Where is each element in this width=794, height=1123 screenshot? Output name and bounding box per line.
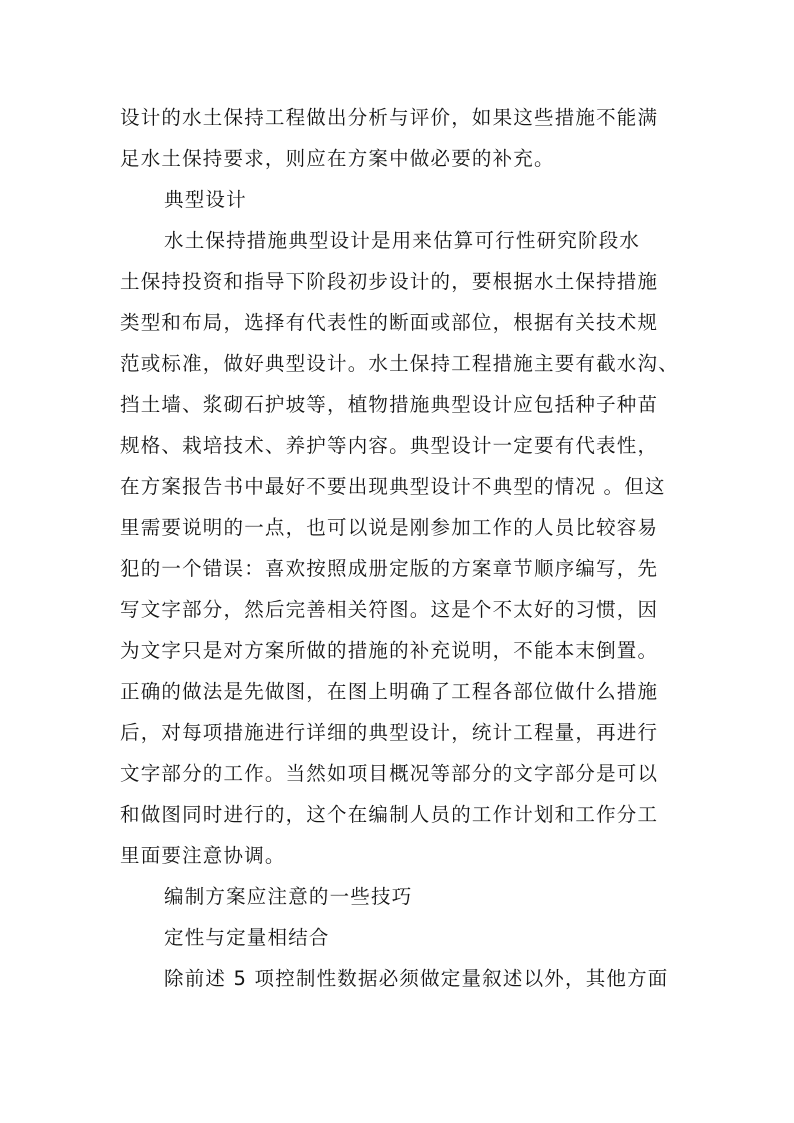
text-line: 正确的做法是先做图，在图上明确了工程各部位做什么措施 [120, 680, 659, 703]
text-line: 范或标准，做好典型设计。水土保持工程措施主要有截水沟、 [120, 352, 679, 375]
section-heading: 编制方案应注意的一些技巧 [164, 885, 413, 908]
text-line: 和做图同时进行的，这个在编制人员的工作计划和工作分工 [120, 803, 659, 826]
section-heading: 定性与定量相结合 [164, 926, 330, 949]
text-line: 土保持投资和指导下阶段初步设计的，要根据水土保持措施 [120, 270, 659, 293]
text-line: 后，对每项措施进行详细的典型设计，统计工程量，再进行 [120, 721, 659, 744]
text-line: 文字部分的工作。当然如项目概况等部分的文字部分是可以 [120, 762, 659, 785]
paragraph-first-line: 水土保持措施典型设计是用来估算可行性研究阶段水 [164, 229, 641, 252]
text-line: 足水土保持要求，则应在方案中做必要的补充。 [120, 147, 555, 170]
text-line: 在方案报告书中最好不要出现典型设计不典型的情况 。但这 [120, 475, 666, 498]
text-line: 挡土墙、浆砌石护坡等，植物措施典型设计应包括种子种苗 [120, 393, 659, 416]
text-line: 写文字部分，然后完善相关符图。这是个不太好的习惯，因 [120, 598, 659, 621]
text-line: 规格、栽培技术、养护等内容。典型设计一定要有代表性， [120, 434, 659, 457]
section-heading: 典型设计 [164, 188, 247, 211]
paragraph-first-line: 除前述 5 项控制性数据必须做定量叙述以外，其他方面 [164, 967, 669, 990]
text-line: 为文字只是对方案所做的措施的补充说明，不能本末倒置。 [120, 639, 659, 662]
text-line: 设计的水土保持工程做出分析与评价，如果这些措施不能满 [120, 106, 659, 129]
text-line: 里面要注意协调。 [120, 844, 286, 867]
text-line: 里需要说明的一点，也可以说是刚参加工作的人员比较容易 [120, 516, 659, 539]
text-line: 类型和布局，选择有代表性的断面或部位，根据有关技术规 [120, 311, 659, 334]
text-line: 犯的一个错误：喜欢按照成册定版的方案章节顺序编写，先 [120, 557, 659, 580]
